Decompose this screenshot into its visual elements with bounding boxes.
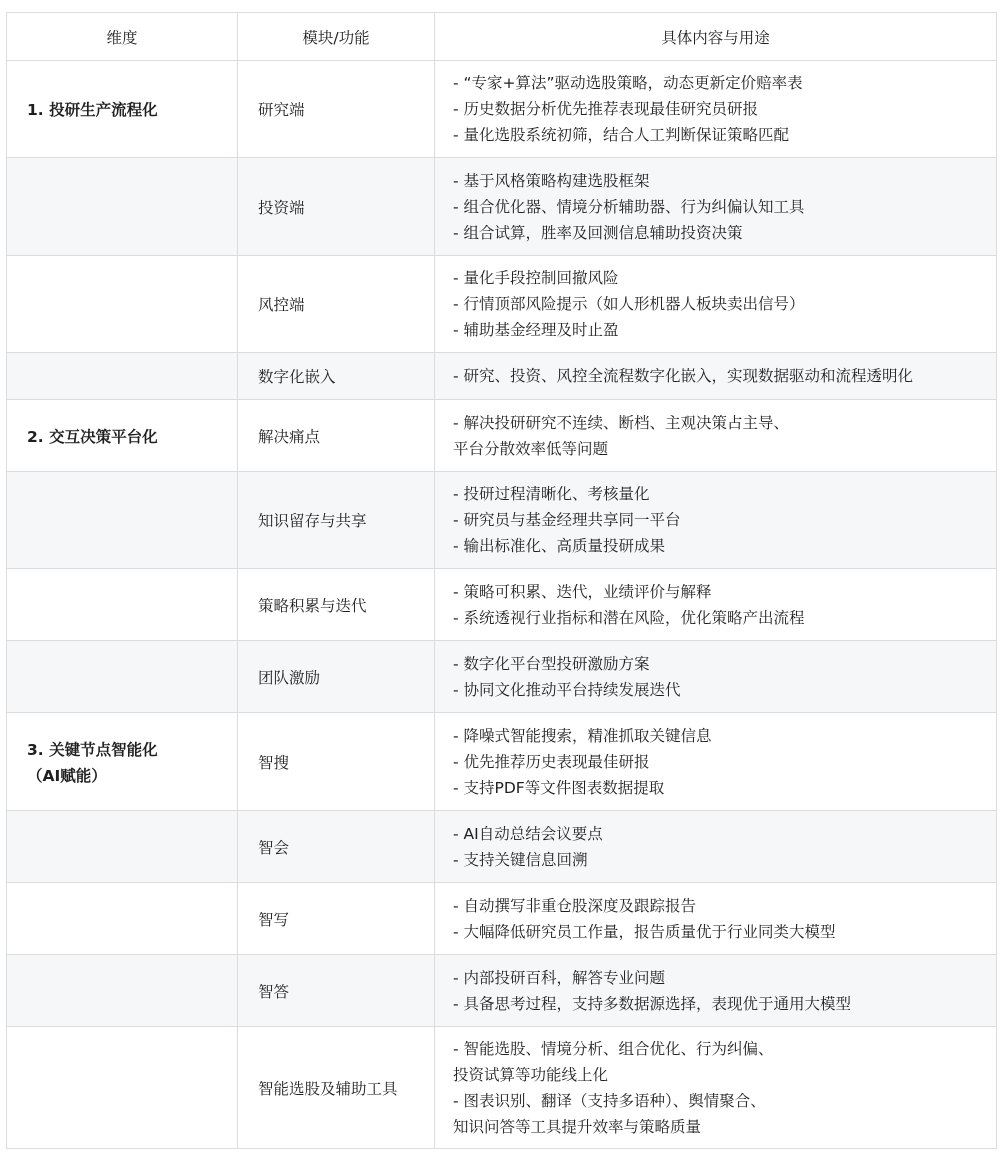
dimension-cell xyxy=(7,400,238,472)
module-cell: 研究端 xyxy=(238,61,435,158)
content-line: - 投研过程清晰化、考核量化 xyxy=(453,485,650,503)
content-cell xyxy=(435,883,997,955)
table-row xyxy=(7,955,997,1027)
content-line: - “专家+算法”驱动选股策略，动态更新定价赔率表 xyxy=(453,74,803,92)
dimension-label: 2. 交互决策平台化 xyxy=(27,427,158,446)
module-cell: 智写 xyxy=(238,883,435,955)
content-cell xyxy=(435,256,997,353)
content-line: - 策略可积累、迭代，业绩评价与解释 xyxy=(453,582,712,601)
content-line: - 协同文化推动平台持续发展迭代 xyxy=(453,680,681,699)
content-line: - 智能选股、情境分析、组合优化、行为纠偏、 xyxy=(453,1039,774,1058)
dimension-cell xyxy=(7,883,238,955)
content-line: - 研究、投资、风控全流程数字化嵌入，实现数据驱动和流程透明化 xyxy=(453,367,914,385)
content-cell xyxy=(435,713,997,811)
content-cell xyxy=(435,400,997,472)
dimension-label: 3. 关键节点智能化 xyxy=(27,740,158,759)
content-cell xyxy=(435,569,997,641)
content-line: - 数字化平台型投研激励方案 xyxy=(453,654,650,673)
content-cell xyxy=(435,1027,997,1149)
dimension-cell xyxy=(7,641,238,713)
table-row xyxy=(7,883,997,955)
content-line: - 内部投研百科，解答专业问题 xyxy=(453,968,666,987)
module-cell: 智搜 xyxy=(238,713,435,811)
table-row xyxy=(7,641,997,713)
content-line: - 解决投研研究不连续、断档、主观决策占主导、 xyxy=(453,413,790,432)
content-line: 投资试算等功能线上化 xyxy=(453,1065,609,1084)
content-cell xyxy=(435,158,997,256)
content-line: - 降噪式智能搜索，精准抓取关键信息 xyxy=(453,726,712,745)
content-line: - 量化选股系统初筛，结合人工判断保证策略匹配 xyxy=(453,126,790,144)
module-cell: 策略积累与迭代 xyxy=(238,569,435,641)
content-cell xyxy=(435,811,997,883)
table-row xyxy=(7,61,997,158)
table-row xyxy=(7,713,997,811)
content-cell xyxy=(435,353,997,400)
content-line: 知识问答等工具提升效率与策略质量 xyxy=(453,1117,702,1136)
dimension-label: 1. 投研生产流程化 xyxy=(27,101,158,119)
content-line: - 历史数据分析优先推荐表现最佳研究员研报 xyxy=(453,100,759,118)
dimension-cell xyxy=(7,811,238,883)
dimension-cell xyxy=(7,569,238,641)
module-cell: 智答 xyxy=(238,955,435,1027)
content-line: - 研究员与基金经理共享同一平台 xyxy=(453,511,681,529)
header-content: 具体内容与用途 xyxy=(435,13,997,61)
content-line: - 行情顶部风险提示（如人形机器人板块卖出信号） xyxy=(453,295,805,313)
module-cell: 智能选股及辅助工具 xyxy=(238,1027,435,1149)
content-line: - AI自动总结会议要点 xyxy=(453,824,603,843)
module-cell: 知识留存与共享 xyxy=(238,472,435,569)
table-row xyxy=(7,1027,997,1149)
content-line: - 输出标准化、高质量投研成果 xyxy=(453,537,666,555)
dimension-cell xyxy=(7,61,238,158)
content-line: - 优先推荐历史表现最佳研报 xyxy=(453,752,650,771)
content-line: - 基于风格策略构建选股框架 xyxy=(453,171,650,190)
content-cell xyxy=(435,472,997,569)
table-row xyxy=(7,811,997,883)
content-cell xyxy=(435,641,997,713)
dimension-sublabel: （AI赋能） xyxy=(27,766,107,785)
table-row xyxy=(7,400,997,472)
content-line: 平台分散效率低等问题 xyxy=(453,439,609,458)
summary-table xyxy=(6,12,997,1149)
content-line: - 支持关键信息回溯 xyxy=(453,850,588,869)
content-line: - 组合试算，胜率及回测信息辅助投资决策 xyxy=(453,223,743,242)
dimension-cell xyxy=(7,472,238,569)
table-row xyxy=(7,472,997,569)
content-line: - 大幅降低研究员工作量，报告质量优于行业同类大模型 xyxy=(453,922,836,941)
dimension-cell xyxy=(7,1027,238,1149)
content-line: - 辅助基金经理及时止盈 xyxy=(453,321,619,339)
content-cell xyxy=(435,955,997,1027)
dimension-cell xyxy=(7,955,238,1027)
header-module: 模块/功能 xyxy=(238,13,435,61)
module-cell: 数字化嵌入 xyxy=(238,353,435,400)
content-line: - 自动撰写非重仓股深度及跟踪报告 xyxy=(453,896,697,915)
module-cell: 智会 xyxy=(238,811,435,883)
content-line: - 支持PDF等文件图表数据提取 xyxy=(453,778,665,797)
module-cell: 解决痛点 xyxy=(238,400,435,472)
content-line: - 具备思考过程，支持多数据源选择，表现优于通用大模型 xyxy=(453,994,852,1013)
content-line: - 量化手段控制回撤风险 xyxy=(453,269,619,287)
table-row xyxy=(7,569,997,641)
module-cell: 团队激励 xyxy=(238,641,435,713)
dimension-cell xyxy=(7,158,238,256)
dimension-cell xyxy=(7,713,238,811)
content-line: - 系统透视行业指标和潜在风险，优化策略产出流程 xyxy=(453,608,805,627)
dimension-cell xyxy=(7,256,238,353)
table-row xyxy=(7,158,997,256)
module-cell: 投资端 xyxy=(238,158,435,256)
header-dimension: 维度 xyxy=(7,13,238,61)
table-row xyxy=(7,256,997,353)
table-header-row xyxy=(7,13,997,61)
module-cell: 风控端 xyxy=(238,256,435,353)
content-line: - 组合优化器、情境分析辅助器、行为纠偏认知工具 xyxy=(453,197,805,216)
table-row xyxy=(7,353,997,400)
dimension-cell xyxy=(7,353,238,400)
content-cell xyxy=(435,61,997,158)
content-line: - 图表识别、翻译（支持多语种）、舆情聚合、 xyxy=(453,1091,766,1110)
